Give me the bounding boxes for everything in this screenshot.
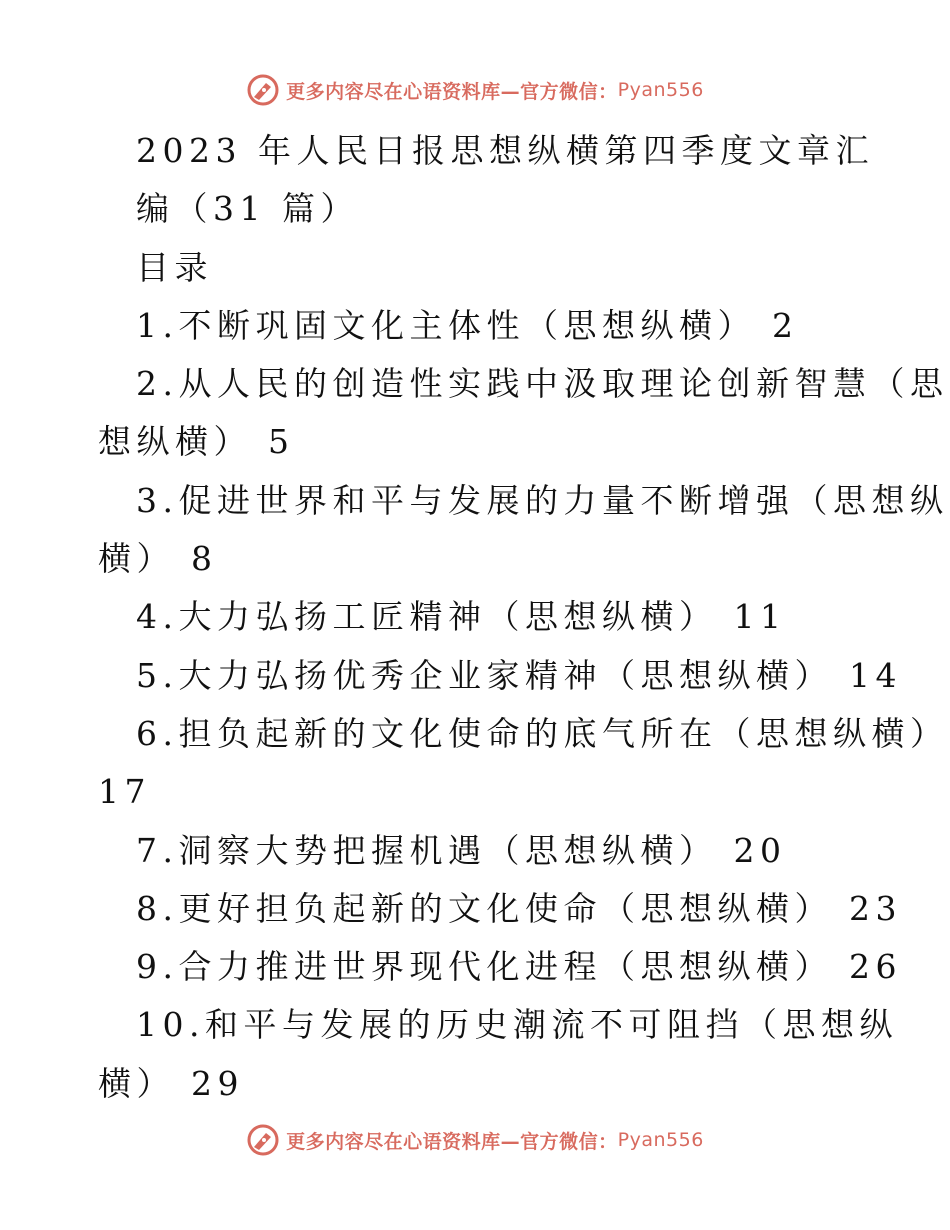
watermark-footer bbox=[0, 1120, 950, 1160]
toc-item-4[interactable] bbox=[0, 588, 950, 646]
pen-nib-seal-icon bbox=[246, 73, 280, 107]
toc-item-text: 3.促进世界和平与发展的力量不断增强（思想纵 bbox=[136, 480, 949, 520]
toc-item-10[interactable] bbox=[0, 996, 950, 1113]
toc-item-text: 2.从人民的创造性实践中汲取理论创新智慧（思 bbox=[136, 364, 949, 404]
toc-item-text: 1.不断巩固文化主体性（思想纵横） 2 bbox=[136, 305, 799, 345]
watermark-header bbox=[0, 70, 950, 110]
toc-item-6[interactable] bbox=[0, 705, 950, 822]
toc-heading: 目录 bbox=[136, 247, 213, 287]
toc-item-text-continued: 想纵横） 5 bbox=[98, 422, 295, 462]
watermark-handle: Pyan556 bbox=[617, 79, 704, 101]
toc-item-1[interactable] bbox=[0, 297, 950, 355]
document-title-line-2: 编（31 篇） bbox=[136, 189, 359, 229]
pen-nib-seal-icon bbox=[246, 1123, 280, 1157]
toc-item-text-continued: 横） 29 bbox=[98, 1063, 244, 1103]
toc-item-text: 7.洞察大势把握机遇（思想纵横） 20 bbox=[136, 830, 787, 870]
toc-item-text-continued: 横） 8 bbox=[98, 539, 218, 579]
toc-item-text: 6.担负起新的文化使命的底气所在（思想纵横） bbox=[136, 713, 949, 753]
toc-item-3[interactable] bbox=[0, 472, 950, 589]
toc-item-text: 8.更好担负起新的文化使命（思想纵横） 23 bbox=[136, 888, 902, 928]
toc-item-2[interactable] bbox=[0, 355, 950, 472]
document-body bbox=[0, 122, 950, 1113]
toc-item-text-continued: 17 bbox=[98, 772, 151, 812]
toc-item-text: 5.大力弘扬优秀企业家精神（思想纵横） 14 bbox=[136, 655, 902, 695]
toc-item-7[interactable] bbox=[0, 822, 950, 880]
toc-item-8[interactable] bbox=[0, 880, 950, 938]
watermark-text: 更多内容尽在心语资料库—官方微信： bbox=[286, 80, 618, 103]
document-title-line-1: 2023 年人民日报思想纵横第四季度文章汇 bbox=[136, 131, 874, 170]
toc-item-5[interactable] bbox=[0, 647, 950, 705]
watermark-text: 更多内容尽在心语资料库—官方微信： bbox=[286, 1130, 618, 1153]
toc-item-text: 10.和平与发展的历史潮流不可阻挡（思想纵 bbox=[136, 1005, 898, 1045]
watermark-handle: Pyan556 bbox=[617, 1129, 704, 1151]
toc-item-9[interactable] bbox=[0, 938, 950, 996]
toc-item-text: 4.大力弘扬工匠精神（思想纵横） 11 bbox=[136, 597, 787, 637]
toc-item-text: 9.合力推进世界现代化进程（思想纵横） 26 bbox=[136, 947, 902, 987]
